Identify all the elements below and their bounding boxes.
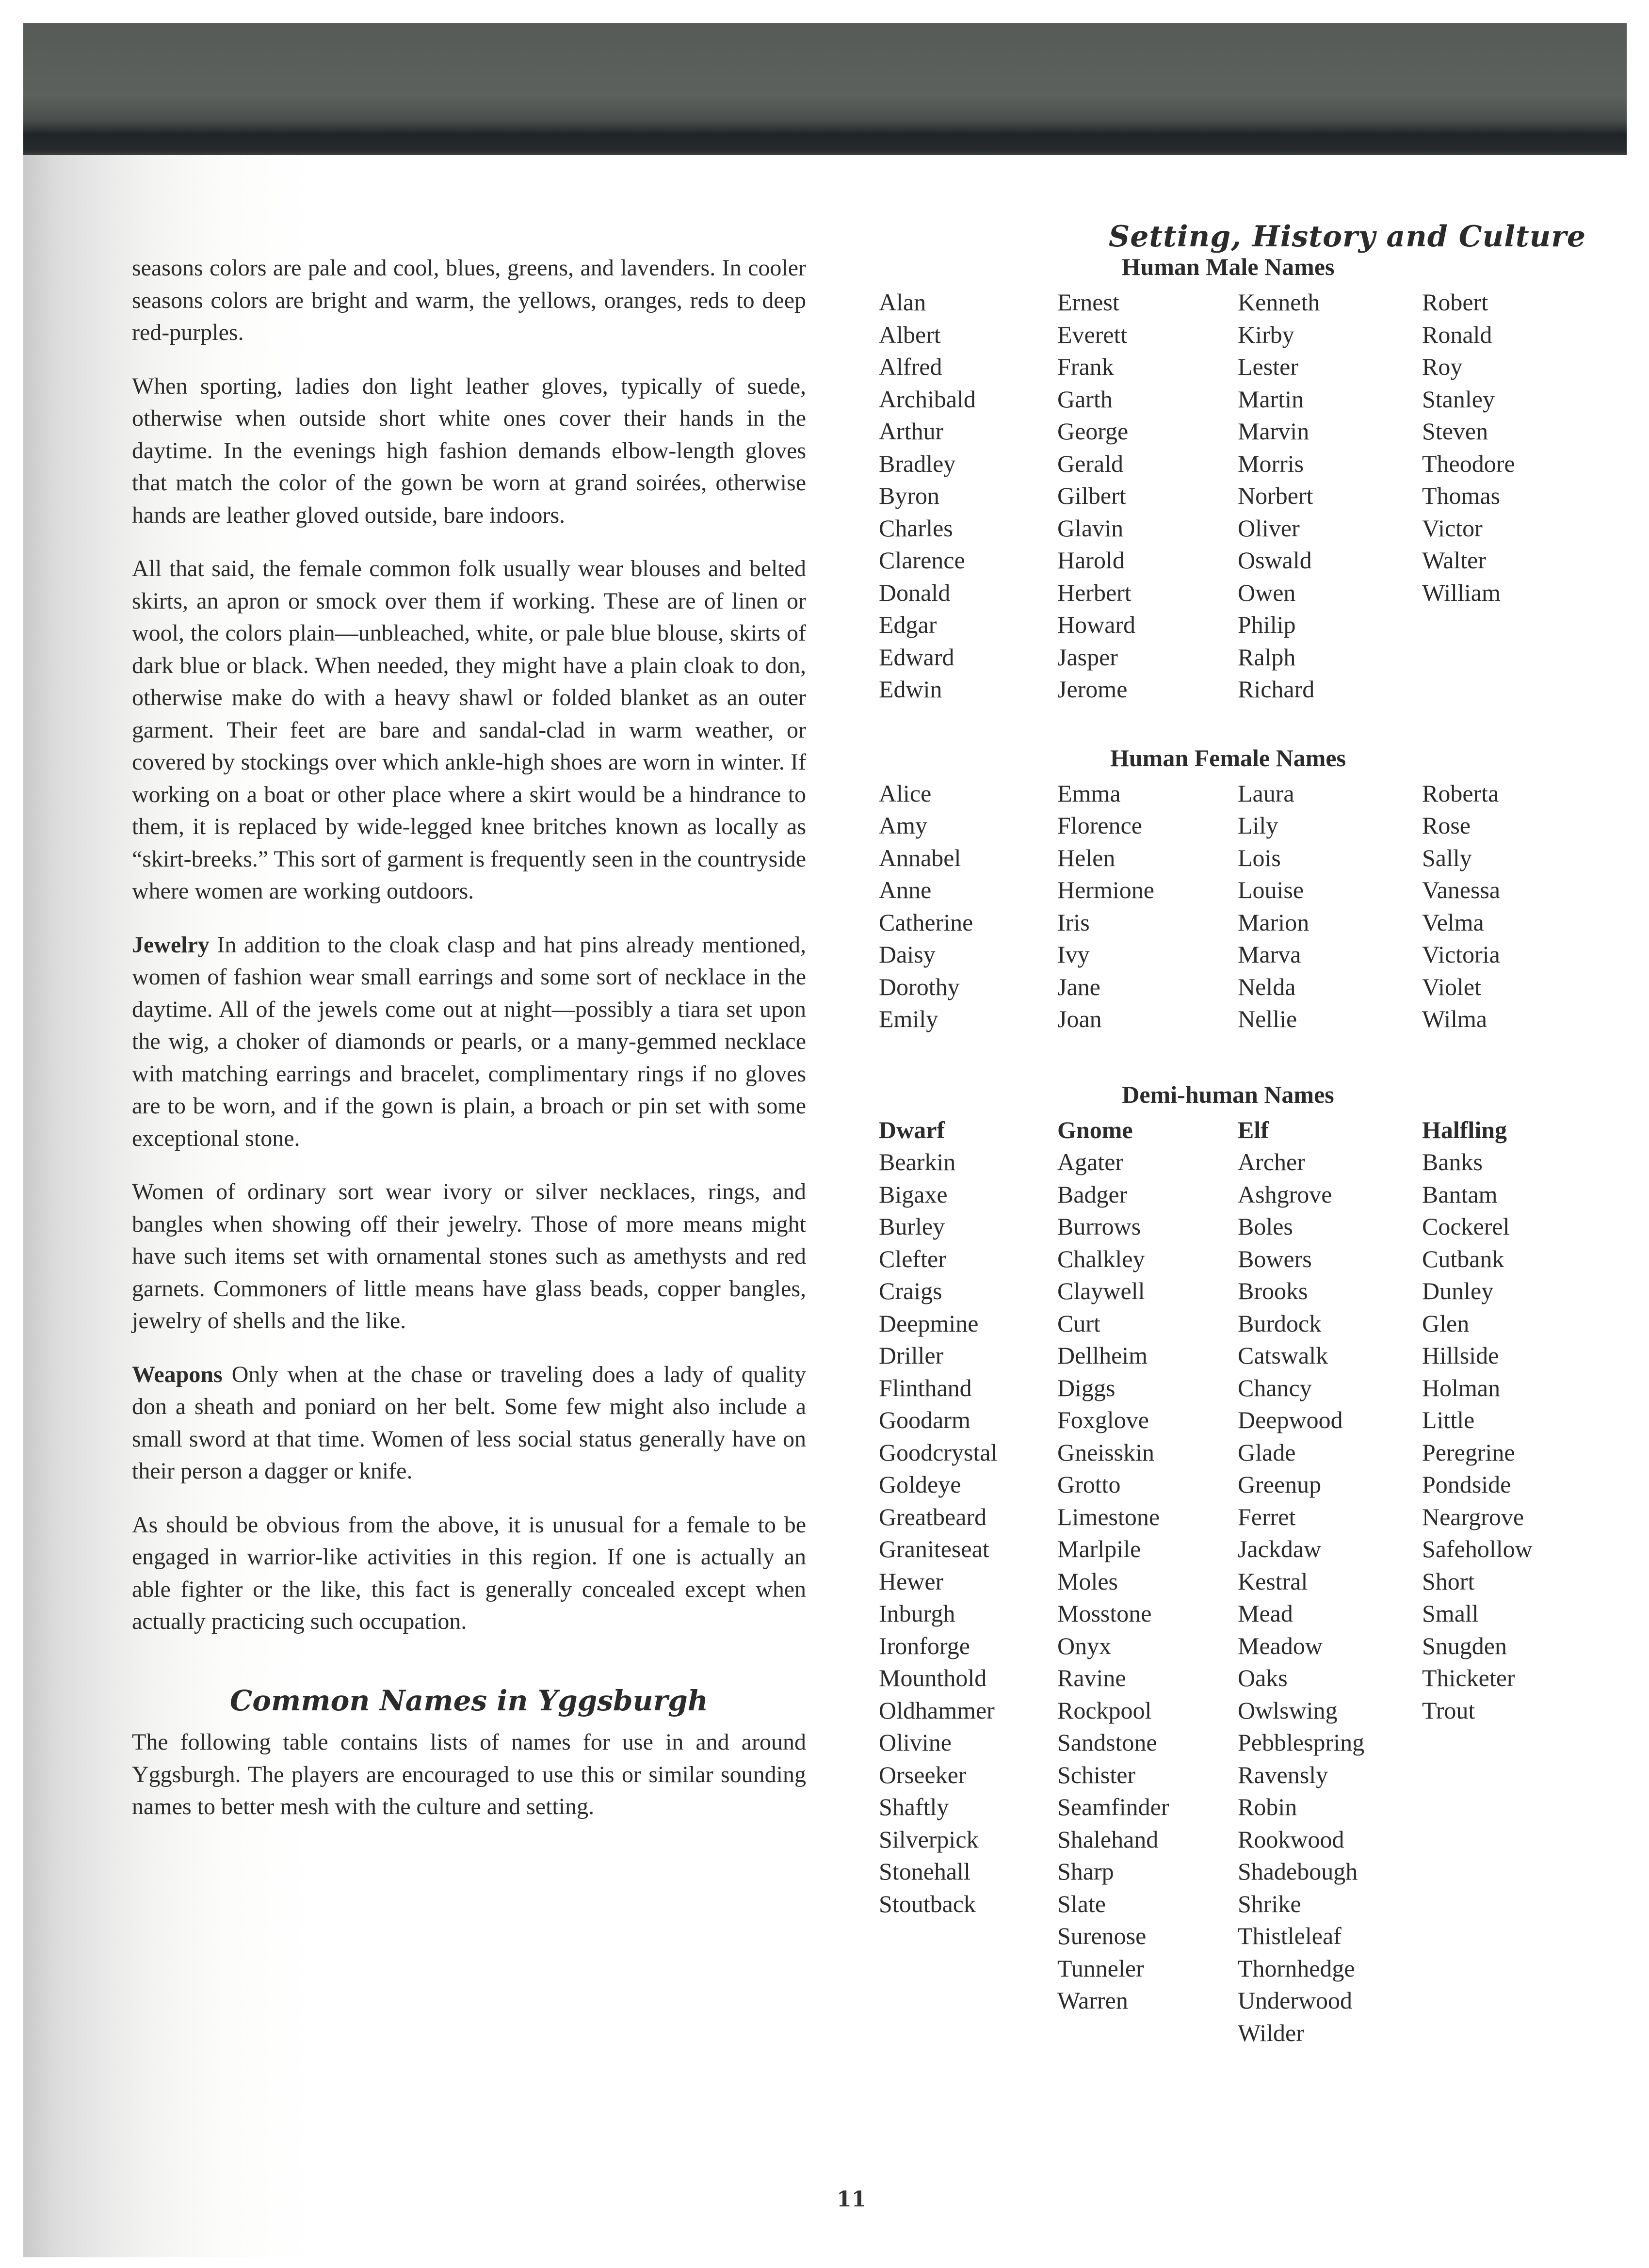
name-entry: William (1422, 579, 1501, 606)
name-entry: Jackdaw (1238, 1535, 1322, 1562)
name-entry: Brooks (1238, 1277, 1308, 1304)
demi-human-names-table (879, 1080, 1577, 2049)
name-entry: Cockerel (1422, 1213, 1510, 1240)
race-column-header: Gnome (1057, 1116, 1133, 1143)
name-entry: Helen (1057, 844, 1116, 871)
name-entry: Shalehand (1057, 1825, 1159, 1853)
name-entry: Kestral (1238, 1567, 1308, 1595)
name-entry: Moles (1057, 1567, 1118, 1595)
name-entry: Ravine (1057, 1664, 1126, 1691)
name-entry: Arthur (879, 418, 944, 445)
name-grid-demi-human (879, 1114, 1577, 2049)
paragraph-jewelry (132, 929, 806, 1155)
paragraph-text: In addition to the cloak clasp and hat pins already mentioned, women of fashion wear small earrings and some sort of necklace in the daytime. All of the jewels come out at night—possibly a tiara set upon the wig, a choker of diamonds or pearls, or a many-gemmed necklace with matching earrings and bracelet, complimentary rings if no gloves are to be worn, and if the gown is plain, a broach or pin set with some exceptional stone. (132, 932, 806, 1151)
name-entry: Burdock (1238, 1309, 1322, 1337)
race-column-halfling (1422, 1114, 1577, 2049)
paragraph-common-folk (132, 553, 806, 908)
name-entry: Agater (1057, 1148, 1124, 1175)
section-intro: The following table contains lists of names for use in and around Yggsburgh. The players are encouraged to use this or similar sounding names to better mesh with the culture and setting. (132, 1729, 806, 1819)
name-entry: Oliver (1238, 514, 1300, 542)
name-entry: Gneisskin (1057, 1438, 1154, 1466)
name-entry: Edgar (879, 611, 937, 638)
name-entry: Catherine (879, 908, 973, 936)
name-entry: Goodcrystal (879, 1438, 998, 1466)
name-column (879, 777, 1057, 1035)
name-entry: Martin (1238, 385, 1304, 413)
name-entry: George (1057, 418, 1129, 445)
name-entry: Deepwood (1238, 1406, 1343, 1433)
name-entry: Glen (1422, 1309, 1470, 1337)
name-entry: Donald (879, 579, 951, 606)
name-entry: Charles (879, 514, 953, 542)
running-head: Setting, History and Culture (1108, 220, 1586, 254)
name-entry: Frank (1057, 353, 1114, 380)
name-entry: Chalkley (1057, 1245, 1145, 1272)
table-title-demi-human: Demi-human Names (1122, 1080, 1334, 1108)
name-entry: Driller (879, 1342, 944, 1369)
name-entry: Vanessa (1422, 876, 1501, 903)
name-entry: Marlpile (1057, 1535, 1141, 1562)
name-entry: Olivine (879, 1729, 952, 1756)
name-entry: Roy (1422, 353, 1463, 380)
name-grid-human-female (879, 777, 1577, 1035)
name-entry: Pondside (1422, 1471, 1511, 1498)
name-entry: Mead (1238, 1600, 1293, 1627)
name-entry: Nelda (1238, 973, 1296, 1000)
name-entry: Marvin (1238, 418, 1310, 445)
name-entry: Gilbert (1057, 482, 1126, 509)
name-entry: Craigs (879, 1277, 942, 1304)
name-entry: Walter (1422, 547, 1487, 574)
name-entry: Oaks (1238, 1664, 1288, 1691)
name-entry: Velma (1422, 908, 1484, 936)
name-entry: Mosstone (1057, 1600, 1152, 1627)
paragraph-lead-jewelry: Jewelry (132, 932, 210, 958)
name-entry: Sally (1422, 844, 1472, 871)
name-entry: Goldeye (879, 1471, 961, 1498)
name-entry: Nellie (1238, 1005, 1297, 1032)
name-entry: Little (1422, 1406, 1475, 1433)
name-entry: Alan (879, 289, 926, 316)
name-entry: Stonehall (879, 1858, 970, 1885)
name-entry: Wilder (1238, 2019, 1304, 2046)
name-entry: Greenup (1238, 1471, 1322, 1498)
name-entry: Diggs (1057, 1374, 1116, 1401)
name-entry: Owlswing (1238, 1696, 1338, 1724)
name-entry: Violet (1422, 973, 1481, 1000)
name-entry: Jasper (1057, 643, 1118, 671)
name-entry: Florence (1057, 812, 1142, 839)
name-entry: Ironforge (879, 1632, 970, 1659)
name-entry: Bradley (879, 450, 956, 477)
name-entry: Robert (1422, 289, 1488, 316)
name-entry: Graniteseat (879, 1535, 989, 1562)
name-entry: Grotto (1057, 1471, 1121, 1498)
name-entry: Claywell (1057, 1277, 1145, 1304)
name-entry: Louise (1238, 876, 1304, 903)
name-entry: Richard (1238, 676, 1315, 703)
name-entry: Victoria (1422, 941, 1500, 968)
race-column-dwarf (879, 1114, 1057, 2049)
name-entry: Glavin (1057, 514, 1124, 542)
name-entry: Neargrove (1422, 1503, 1524, 1530)
name-entry: Daisy (879, 941, 936, 968)
paragraph-text: When sporting, ladies don light leather gloves, typically of suede, otherwise when outside short white ones cover their hands in the daytime. In the evenings high fashion demands elbow-length gloves that match the color of the gown be worn at grand soirées, otherwise hands are leather gloved outside, bare indoors. (132, 373, 806, 528)
name-entry: Rookwood (1238, 1825, 1344, 1853)
name-entry: Archer (1238, 1148, 1305, 1175)
name-entry: Kirby (1238, 321, 1294, 348)
name-entry: Oldhammer (879, 1696, 995, 1724)
left-column (132, 252, 806, 1845)
paragraph-text: As should be obvious from the above, it is unusual for a female to be engaged in warrior-like activities in this region. If one is actually an able fighter or the like, this fact is generally concealed except when actually practicing such occupation. (132, 1512, 806, 1634)
name-entry: Pebblespring (1238, 1729, 1365, 1756)
name-entry: Curt (1057, 1309, 1100, 1337)
name-entry: Dunley (1422, 1277, 1494, 1304)
human-male-names-table (879, 252, 1577, 706)
name-entry: Burrows (1057, 1213, 1141, 1240)
name-entry: Joan (1057, 1005, 1102, 1032)
name-entry: Banks (1422, 1148, 1483, 1175)
name-entry: Clarence (879, 547, 965, 574)
paragraph-warrior-activities (132, 1509, 806, 1638)
name-entry: Burley (879, 1213, 945, 1240)
name-entry: Bearkin (879, 1148, 956, 1175)
name-entry: Peregrine (1422, 1438, 1515, 1466)
name-entry: Ivy (1057, 941, 1090, 968)
name-entry: Thistleleaf (1238, 1922, 1342, 1949)
paragraph-ordinary-jewelry (132, 1176, 806, 1337)
name-column (1238, 286, 1422, 706)
name-entry: Harold (1057, 547, 1125, 574)
name-entry: Victor (1422, 514, 1483, 542)
name-entry: Robin (1238, 1793, 1297, 1820)
name-entry: Clefter (879, 1245, 946, 1272)
name-entry: Annabel (879, 844, 961, 871)
name-entry: Ernest (1057, 289, 1119, 316)
name-entry: Rockpool (1057, 1696, 1152, 1724)
name-entry: Goodarm (879, 1406, 970, 1433)
name-entry: Foxglove (1057, 1406, 1149, 1433)
name-entry: Thicketer (1422, 1664, 1515, 1691)
name-entry: Ronald (1422, 321, 1492, 348)
name-entry: Dorothy (879, 973, 960, 1000)
name-entry: Orseeker (879, 1761, 967, 1788)
name-column (879, 286, 1057, 706)
name-entry: Ferret (1238, 1503, 1296, 1530)
name-entry: Shrike (1238, 1890, 1301, 1917)
name-entry: Onyx (1057, 1632, 1112, 1659)
name-entry: Wilma (1422, 1005, 1487, 1032)
name-entry: Badger (1057, 1180, 1128, 1208)
human-female-names-table (879, 743, 1577, 1035)
name-column (1422, 777, 1577, 1035)
race-column-header: Dwarf (879, 1116, 945, 1143)
name-grid-human-male (879, 286, 1577, 706)
name-entry: Gerald (1057, 450, 1124, 477)
table-title-human-female: Human Female Names (1110, 744, 1346, 772)
name-entry: Thornhedge (1238, 1954, 1355, 1982)
name-entry: Iris (1057, 908, 1090, 936)
name-entry: Safehollow (1422, 1535, 1533, 1562)
name-entry: Emma (1057, 779, 1121, 807)
name-entry: Cutbank (1422, 1245, 1504, 1272)
name-entry: Hillside (1422, 1342, 1499, 1369)
paragraph-seasons-colors (132, 252, 806, 349)
name-entry: Oswald (1238, 547, 1312, 574)
name-entry: Thomas (1422, 482, 1501, 509)
name-entry: Bantam (1422, 1180, 1498, 1208)
name-entry: Sharp (1057, 1858, 1114, 1885)
name-entry: Herbert (1057, 579, 1132, 606)
name-entry: Hewer (879, 1567, 944, 1595)
name-entry: Owen (1238, 579, 1296, 606)
name-column (1238, 777, 1422, 1035)
paragraph-text: seasons colors are pale and cool, blues, greens, and lavenders. In cooler seasons colors are bright and warm, the yellows, oranges, reds to deep red-purples. (132, 255, 806, 345)
name-entry: Greatbeard (879, 1503, 987, 1530)
name-entry: Jane (1057, 973, 1100, 1000)
page-number: 11 (837, 2187, 867, 2212)
name-entry: Bowers (1238, 1245, 1312, 1272)
name-entry: Small (1422, 1600, 1479, 1627)
paragraph-weapons (132, 1359, 806, 1488)
name-entry: Deepmine (879, 1309, 979, 1337)
name-entry: Marion (1238, 908, 1310, 936)
name-entry: Schister (1057, 1761, 1136, 1788)
race-column-gnome (1057, 1114, 1238, 2049)
scanner-shadow-band (23, 23, 1627, 155)
name-entry: Flinthand (879, 1374, 972, 1401)
name-entry: Emily (879, 1005, 938, 1032)
name-entry: Edwin (879, 676, 942, 703)
name-entry: Lois (1238, 844, 1281, 871)
paragraph-lead-weapons: Weapons (132, 1361, 223, 1387)
name-entry: Ravensly (1238, 1761, 1328, 1788)
race-column-header: Halfling (1422, 1116, 1507, 1143)
name-entry: Laura (1238, 779, 1294, 807)
name-entry: Alice (879, 779, 932, 807)
name-entry: Archibald (879, 385, 976, 413)
name-entry: Edward (879, 643, 954, 671)
paragraph-gloves (132, 370, 806, 532)
name-entry: Byron (879, 482, 939, 509)
paragraph-text: All that said, the female common folk usually wear blouses and belted skirts, an apron or smock over them if working. These are of linen or wool, the colors plain—unbleached, white, or pale blue blouse, skirts of dark blue or black. When needed, they might have a plain cloak to don, otherwise make do with a heavy shawl or folded blanket as an outer garment. Their feet are bare and sandal-clad in warm weather, or covered by stockings over which ankle-high shoes are worn in winter. If working on a boat or other place where a skirt would be a hindrance to them, it is replaced by wide-legged knee britches known as locally as “skirt-breeks.” This sort of garment is frequently seen in the countryside where women are working outdoors. (132, 556, 806, 904)
name-entry: Dellheim (1057, 1342, 1148, 1369)
name-entry: Kenneth (1238, 289, 1320, 316)
name-entry: Trout (1422, 1696, 1475, 1724)
name-entry: Silverpick (879, 1825, 979, 1853)
name-column (1057, 286, 1238, 706)
section-title-common-names: Common Names in Yggsburgh (230, 1684, 708, 1717)
name-entry: Catswalk (1238, 1342, 1328, 1369)
name-entry: Philip (1238, 611, 1296, 638)
name-entry: Norbert (1238, 482, 1313, 509)
name-entry: Ashgrove (1238, 1180, 1332, 1208)
name-entry: Slate (1057, 1890, 1106, 1917)
name-entry: Tunneler (1057, 1954, 1144, 1982)
name-entry: Howard (1057, 611, 1136, 638)
name-entry: Jerome (1057, 676, 1128, 703)
paragraph-text: Only when at the chase or traveling does a lady of quality don a sheath and poniard on her belt. Some few might also include a small sword at that time. Women of less social status generally have on their person a dagger or knife. (132, 1361, 806, 1484)
name-entry: Shaftly (879, 1793, 949, 1820)
name-entry: Shadebough (1238, 1858, 1358, 1885)
name-entry: Theodore (1422, 450, 1515, 477)
name-entry: Ralph (1238, 643, 1296, 671)
name-entry: Chancy (1238, 1374, 1312, 1401)
name-entry: Garth (1057, 385, 1113, 413)
name-entry: Bigaxe (879, 1180, 948, 1208)
name-entry: Surenose (1057, 1922, 1147, 1949)
name-entry: Anne (879, 876, 932, 903)
name-entry: Albert (879, 321, 941, 348)
name-column (1422, 286, 1577, 706)
paragraph-text: Women of ordinary sort wear ivory or silver necklaces, rings, and bangles when showing off their jewelry. Those of more means might have such items set with ornamental stones such as amethysts and red garnets. Commoners of little means have glass beads, copper bangles, jewelry of shells and the like. (132, 1179, 806, 1334)
name-entry: Marva (1238, 941, 1301, 968)
name-entry: Alfred (879, 353, 942, 380)
race-column-header: Elf (1238, 1116, 1269, 1143)
name-entry: Inburgh (879, 1600, 955, 1627)
name-entry: Steven (1422, 418, 1488, 445)
name-entry: Rose (1422, 812, 1471, 839)
name-column (1057, 777, 1238, 1035)
name-entry: Amy (879, 812, 927, 839)
name-entry: Short (1422, 1567, 1475, 1595)
name-entry: Everett (1057, 321, 1128, 348)
table-title-human-male: Human Male Names (1121, 253, 1335, 280)
name-entry: Stoutback (879, 1890, 976, 1917)
name-entry: Underwood (1238, 1987, 1353, 2014)
name-entry: Sandstone (1057, 1729, 1157, 1756)
name-entry: Stanley (1422, 385, 1495, 413)
name-entry: Seamfinder (1057, 1793, 1169, 1820)
name-entry: Glade (1238, 1438, 1296, 1466)
name-entry: Meadow (1238, 1632, 1323, 1659)
name-entry: Mounthold (879, 1664, 987, 1691)
name-entry: Holman (1422, 1374, 1501, 1401)
name-entry: Hermione (1057, 876, 1154, 903)
name-entry: Warren (1057, 1987, 1128, 2014)
name-entry: Lester (1238, 353, 1298, 380)
right-column (879, 252, 1577, 2049)
name-entry: Roberta (1422, 779, 1499, 807)
name-entry: Snugden (1422, 1632, 1507, 1659)
race-column-elf (1238, 1114, 1422, 2049)
name-entry: Boles (1238, 1213, 1293, 1240)
name-entry: Limestone (1057, 1503, 1160, 1530)
name-entry: Morris (1238, 450, 1304, 477)
name-entry: Lily (1238, 812, 1278, 839)
